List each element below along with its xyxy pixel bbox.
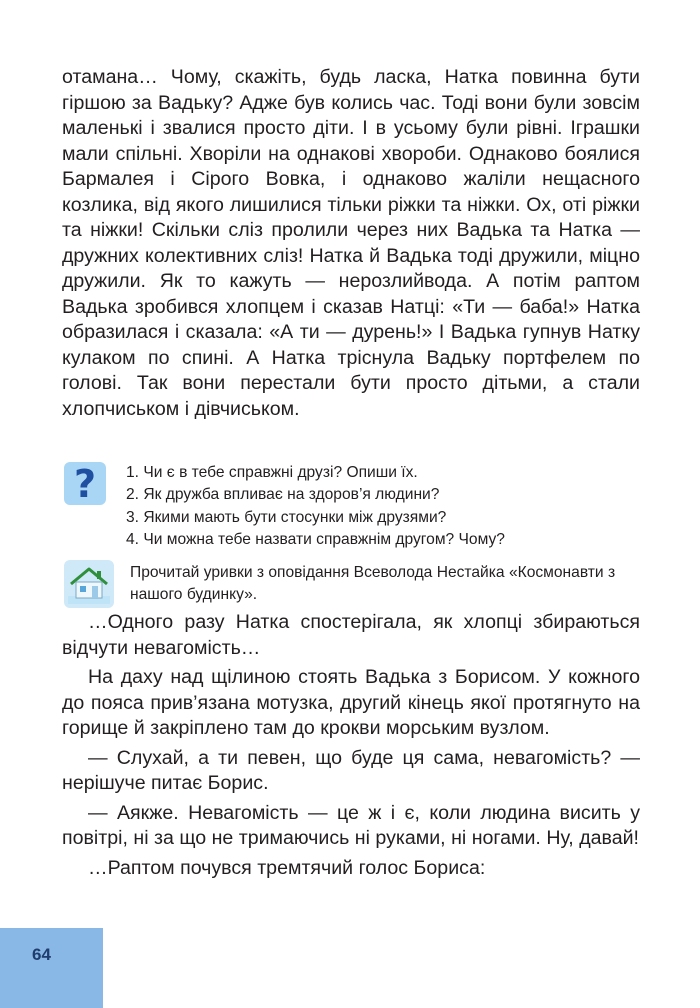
question-item: 3. Якими мають бути стосунки між друзями? bbox=[126, 508, 447, 526]
page-number: 64 bbox=[32, 945, 51, 964]
story-paragraph: …Раптом почувся тремтячий голос Бориса: bbox=[88, 856, 486, 879]
question-item: 4. Чи можна тебе назвати справжнім другом? Чому? bbox=[126, 531, 505, 549]
question-mark-glyph: ? bbox=[73, 461, 97, 506]
story-paragraph: …Одного разу Натка спостерігала, як хлопці збираються відчути невагомість… bbox=[62, 611, 640, 659]
page-number-tab bbox=[0, 928, 103, 1008]
story-paragraph: — Аякже. Невагомість — це ж і є, коли людина висить у повітрі, ні за що не тримаючись ні руками, ні ногами. Ну, давай! bbox=[62, 801, 640, 849]
home-reading-icon bbox=[64, 560, 114, 608]
question-item: 2. Як дружба впливає на здоров’я людини? bbox=[126, 486, 440, 504]
question-list bbox=[126, 462, 646, 552]
story-paragraph: На даху над щілиною стоять Вадька з Борисом. У кожного до пояса прив’язана мотузка, другий кінець якої протягнуто на горище й закріплено там до крокви морським вузлом. bbox=[62, 666, 640, 739]
question-mark-icon bbox=[64, 462, 106, 505]
reading-task: Прочитай уривки з оповідання Всеволода Нестайка «Космонавти з нашого будинку». bbox=[130, 564, 616, 604]
question-item: 1. Чи є в тебе справжні друзі? Опиши їх. bbox=[126, 464, 418, 481]
body-paragraph: отамана… Чому, скажіть, будь ласка, Натка повинна бути гіршою за Вадьку? Адже був колись час. Тоді вони були зовсім маленькі і звалися просто діти. І в усьому були рівні. Іграшки мали спільні. Хворіли на однакові хвороби. Однаково боялися Бармалея і Сірого Вовка, і однаково жаліли нещасного козлика, від якого лишилися тільки ріжки та ніжки. Ох, оті ріжки та ніжки! Скільки сліз пролили через них Вадька та Натка — дружних колективних сліз! Натка й Вадька тоді дружили, міцно дружили. Як то кажуть — нерозлийвода. А потім раптом Вадька зробився хлопцем і сказав Натці: «Ти — баба!» Натка образилася і сказала: «А ти — дурень!» І Вадька гупнув Натку кулаком по спині. А Натка тріснула Вадьку портфелем по голові. Так вони перестали бути просто дітьми, а стали хлопчиськом і дівчиськом. bbox=[62, 66, 640, 420]
story-excerpt bbox=[62, 610, 640, 885]
story-paragraph: — Слухай, а ти певен, що буде ця сама, невагомість? — нерішуче питає Борис. bbox=[62, 746, 640, 794]
main-text-block bbox=[62, 65, 640, 422]
